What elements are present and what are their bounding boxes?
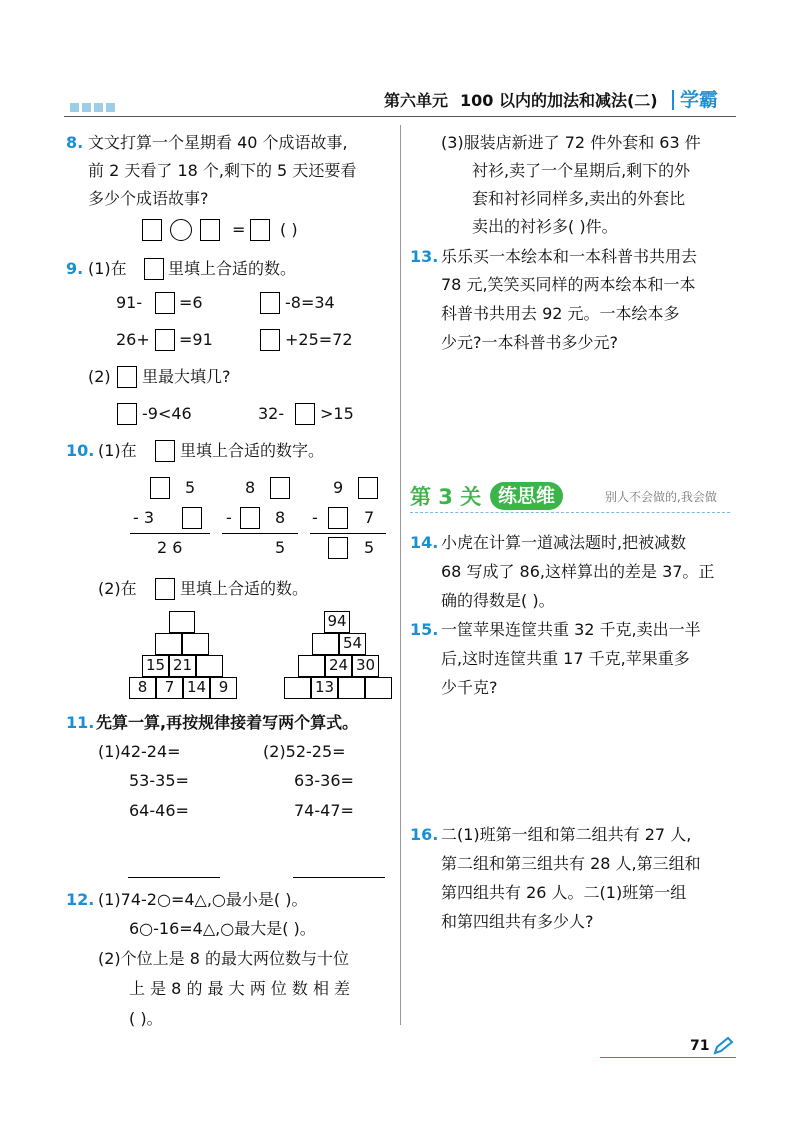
pyr1-r3-c[interactable] xyxy=(196,655,223,677)
q11-c1-1: (1)42-24= xyxy=(98,742,181,761)
q13-line2: 78 元,笑笑买同样的两本绘本和一本 xyxy=(441,275,696,294)
q9-eq6-box[interactable] xyxy=(295,403,315,425)
q15-line3: 少千克? xyxy=(441,678,498,697)
q10-part2-inline-box xyxy=(155,578,175,600)
pyr2-r2-a[interactable] xyxy=(312,633,339,655)
q8-box2[interactable] xyxy=(200,219,220,241)
pyr1-r4-b: 7 xyxy=(156,677,183,699)
q10c-box-tens[interactable] xyxy=(328,507,348,529)
header-rule xyxy=(64,116,736,117)
pyr1-r4-c: 14 xyxy=(183,677,210,699)
q10b-r2b: 8 xyxy=(275,508,286,527)
q10a-r1: 5 xyxy=(185,478,196,497)
q11-text: 先算一算,再按规律接着写两个算式。 xyxy=(96,713,359,732)
q9-eq3-a: 26+ xyxy=(116,330,150,349)
q9-eq5-b: -9<46 xyxy=(142,404,192,423)
q10b-line xyxy=(222,533,298,534)
pyr2-r3-b: 24 xyxy=(325,655,352,677)
q14-line3: 确的得数是( )。 xyxy=(441,591,555,610)
q13-number: 13. xyxy=(410,247,439,266)
r-q3-line2: 衬衫,卖了一个星期后,剩下的外 xyxy=(472,161,691,180)
q12-number: 12. xyxy=(66,890,95,909)
q11-answer-line1[interactable] xyxy=(128,877,220,878)
q10b-box-tens[interactable] xyxy=(240,507,260,529)
q10-part2-a: (2)在 xyxy=(98,579,137,598)
header-unit: 第六单元 xyxy=(384,91,449,110)
q9-eq5-box[interactable] xyxy=(117,403,137,425)
r-q3-line4: 卖出的衬衫多( )件。 xyxy=(472,217,618,236)
pyr1-r2-a[interactable] xyxy=(155,633,182,655)
dot xyxy=(94,103,103,112)
q10a-box-ones[interactable] xyxy=(182,507,202,529)
q10a-r3: 2 6 xyxy=(157,538,183,557)
q9-eq1-box[interactable] xyxy=(155,292,175,314)
pyr1-r3-a: 15 xyxy=(142,655,169,677)
q8-operator-circle[interactable] xyxy=(170,219,192,241)
q13-line3: 科普书共用去 92 元。一本绘本多 xyxy=(441,304,680,323)
q14-line2: 68 写成了 86,这样算出的差是 37。正 xyxy=(441,562,715,581)
pyr2-r1: 94 xyxy=(324,611,350,633)
dot xyxy=(82,103,91,112)
q12-line2: 6○-16=4△,○最大是( )。 xyxy=(129,919,316,938)
q9-inline-box xyxy=(144,258,164,280)
q11-c1-3: 64-46= xyxy=(129,801,189,820)
q10-number: 10. xyxy=(66,441,95,460)
header-title: 100 以内的加法和减法(二) xyxy=(460,91,658,110)
q9-eq6-b: >15 xyxy=(320,404,354,423)
footer-rule xyxy=(600,1057,736,1058)
q9-eq3-b: =91 xyxy=(179,330,213,349)
q9-number: 9. xyxy=(66,259,84,278)
pyr2-r3-a[interactable] xyxy=(298,655,325,677)
header-separator xyxy=(672,90,674,110)
q12-line5: ( )。 xyxy=(129,1009,163,1028)
q9-part2-inline-box xyxy=(117,366,137,388)
level-label: 第 3 关 xyxy=(410,485,482,509)
q9-eq1-b: =6 xyxy=(179,293,203,312)
pyr1-r2-b[interactable] xyxy=(182,633,209,655)
pyr2-r4-b: 13 xyxy=(311,677,338,699)
q8-equals: = xyxy=(232,220,246,239)
column-divider xyxy=(400,125,401,1025)
q9-eq4-box[interactable] xyxy=(260,329,280,351)
page-number: 71 xyxy=(690,1038,710,1054)
q12-line4: 上 是 8 的 最 大 两 位 数 相 差 xyxy=(129,979,351,998)
q11-answer-line2[interactable] xyxy=(293,877,385,878)
q8-line2: 前 2 天看了 18 个,剩下的 5 天还要看 xyxy=(88,161,357,180)
q9-eq3-box[interactable] xyxy=(155,329,175,351)
header-logo: 学霸 xyxy=(680,89,719,111)
q8-line1: 文文打算一个星期看 40 个成语故事, xyxy=(88,133,348,152)
r-q3-line1: (3)服装店新进了 72 件外套和 63 件 xyxy=(441,133,701,152)
dot xyxy=(106,103,115,112)
level-slogan: 别人不会做的,我会做 xyxy=(605,490,717,504)
q12-line1: (1)74-2○=4△,○最小是( )。 xyxy=(98,890,308,909)
q10c-box-result[interactable] xyxy=(328,537,348,559)
q10a-box-tens[interactable] xyxy=(150,477,170,499)
q10c-r2a: - xyxy=(312,508,318,527)
q10c-r1: 9 xyxy=(333,478,344,497)
pyr2-r4-c[interactable] xyxy=(338,677,365,699)
level-badge: 练思维 xyxy=(490,482,563,510)
q9-eq1-a: 91- xyxy=(116,293,143,312)
banner-dash-line xyxy=(410,512,730,513)
pyr2-r2-b: 54 xyxy=(339,633,366,655)
dot xyxy=(70,103,79,112)
q16-line3: 第四组共有 26 人。二(1)班第一组 xyxy=(441,883,687,902)
level-banner xyxy=(410,480,736,516)
q15-line1: 一筐苹果连筐共重 32 千克,卖出一半 xyxy=(441,620,701,639)
pyr1-r3-b: 21 xyxy=(169,655,196,677)
q8-box1[interactable] xyxy=(142,219,162,241)
pyr1-r4-a: 8 xyxy=(129,677,156,699)
q11-c1-2: 53-35= xyxy=(129,771,189,790)
q9-part2-b: 里最大填几? xyxy=(142,367,231,386)
q8-unit-paren: ( ) xyxy=(280,220,298,239)
q13-line4: 少元?一本科普书多少元? xyxy=(441,333,618,352)
q10b-r3: 5 xyxy=(275,538,286,557)
q11-number: 11. xyxy=(66,713,95,732)
q10c-r3: 5 xyxy=(364,538,375,557)
q9-eq2-box[interactable] xyxy=(260,292,280,314)
q12-line3: (2)个位上是 8 的最大两位数与十位 xyxy=(98,949,350,968)
q10a-r2: - 3 xyxy=(133,508,155,527)
pyr1-r1[interactable] xyxy=(169,611,195,633)
q11-c2-3: 74-47= xyxy=(294,801,354,820)
q16-line2: 第二组和第三组共有 28 人,第三组和 xyxy=(441,854,701,873)
q15-line2: 后,这时连筐共重 17 千克,苹果重多 xyxy=(441,649,690,668)
q8-box3[interactable] xyxy=(250,219,270,241)
q10-inline-box xyxy=(155,440,175,462)
q9-part1-a: (1)在 xyxy=(88,259,127,278)
q9-eq2-b: -8=34 xyxy=(285,293,335,312)
pyr2-r3-c: 30 xyxy=(352,655,379,677)
q10c-line xyxy=(310,533,386,534)
q11-c2-2: 63-36= xyxy=(294,771,354,790)
q16-line1: 二(1)班第一组和第二组共有 27 人, xyxy=(441,825,692,844)
pyr1-r4-d: 9 xyxy=(210,677,237,699)
q9-part2-a: (2) xyxy=(88,367,111,386)
q10c-box-ones[interactable] xyxy=(358,477,378,499)
pyr2-r4-a[interactable] xyxy=(284,677,311,699)
q9-eq4-b: +25=72 xyxy=(285,330,353,349)
q9-eq6-a: 32- xyxy=(258,404,285,423)
q14-line1: 小虎在计算一道减法题时,把被减数 xyxy=(441,533,687,552)
pyr2-r4-d[interactable] xyxy=(365,677,392,699)
q10c-r2b: 7 xyxy=(364,508,375,527)
q13-line1: 乐乐买一本绘本和一本科普书共用去 xyxy=(441,247,698,266)
q8-line3: 多少个成语故事? xyxy=(88,189,209,208)
q15-number: 15. xyxy=(410,620,439,639)
q8-number: 8. xyxy=(66,133,84,152)
q16-number: 16. xyxy=(410,825,439,844)
q9-part1-b: 里填上合适的数。 xyxy=(168,259,297,278)
q10b-r2a: - xyxy=(226,508,232,527)
q10b-r1: 8 xyxy=(245,478,256,497)
q10b-box-ones[interactable] xyxy=(270,477,290,499)
q10-part1-a: (1)在 xyxy=(98,441,137,460)
q10-part1-b: 里填上合适的数字。 xyxy=(180,441,325,460)
q10-part2-b: 里填上合适的数。 xyxy=(180,579,309,598)
header-dots xyxy=(70,97,118,116)
r-q3-line3: 套和衬衫同样多,卖出的外套比 xyxy=(472,189,686,208)
q11-c2-1: (2)52-25= xyxy=(263,742,346,761)
q14-number: 14. xyxy=(410,533,439,552)
q16-line4: 和第四组共有多少人? xyxy=(441,912,594,931)
